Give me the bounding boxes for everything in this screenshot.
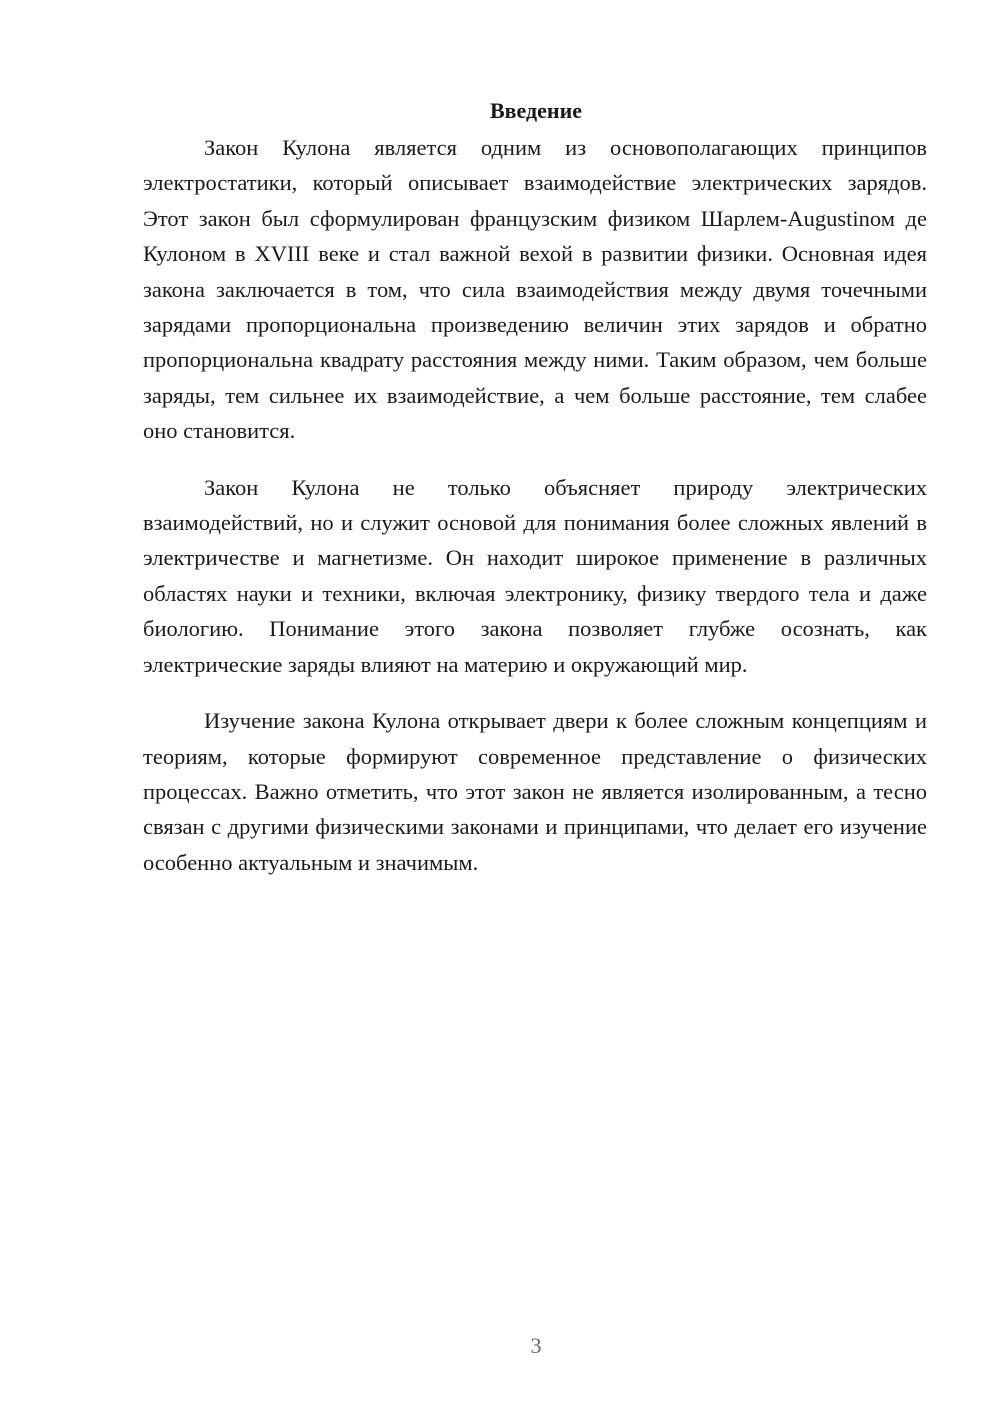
document-page	[143, 92, 927, 880]
paragraph-1: Закон Кулона является одним из основополагающих принципов электростатики, который описывает взаимодействие электрических зарядов. Этот закон был сформулирован французским физиком Шарлем-Augustinом де Кулоном в XVIII веке и стал важной вехой в развитии физики. Основная идея закона заключается в том, что сила взаимодействия между двумя точечными зарядами пропорциональна произведению величин этих зарядов и обратно пропорциональна квадрату расстояния между ними. Таким образом, чем больше заряды, тем сильнее их взаимодействие, а чем больше расстояние, тем слабее оно становится.	[143, 135, 927, 444]
paragraph-2: Закон Кулона не только объясняет природу электрических взаимодействий, но и служит основой для понимания более сложных явлений в электричестве и магнетизме. Он находит широкое применение в различных областях науки и техники, включая электронику, физику твердого тела и даже биологию. Понимание этого закона позволяет глубже осознать, как электрические заряды влияют на материю и окружающий мир.	[143, 474, 927, 677]
section-title: Введение	[489, 98, 583, 123]
paragraph-3: Изучение закона Кулона открывает двери к более сложным концепциям и теориям, которые формируют современное представление о физических процессах. Важно отметить, что этот закон не является изолированным, а тесно связан с другими физическими законами и принципами, что делает его изучение особенно актуальным и значимым.	[143, 708, 927, 875]
page-number: 3	[530, 1333, 542, 1358]
